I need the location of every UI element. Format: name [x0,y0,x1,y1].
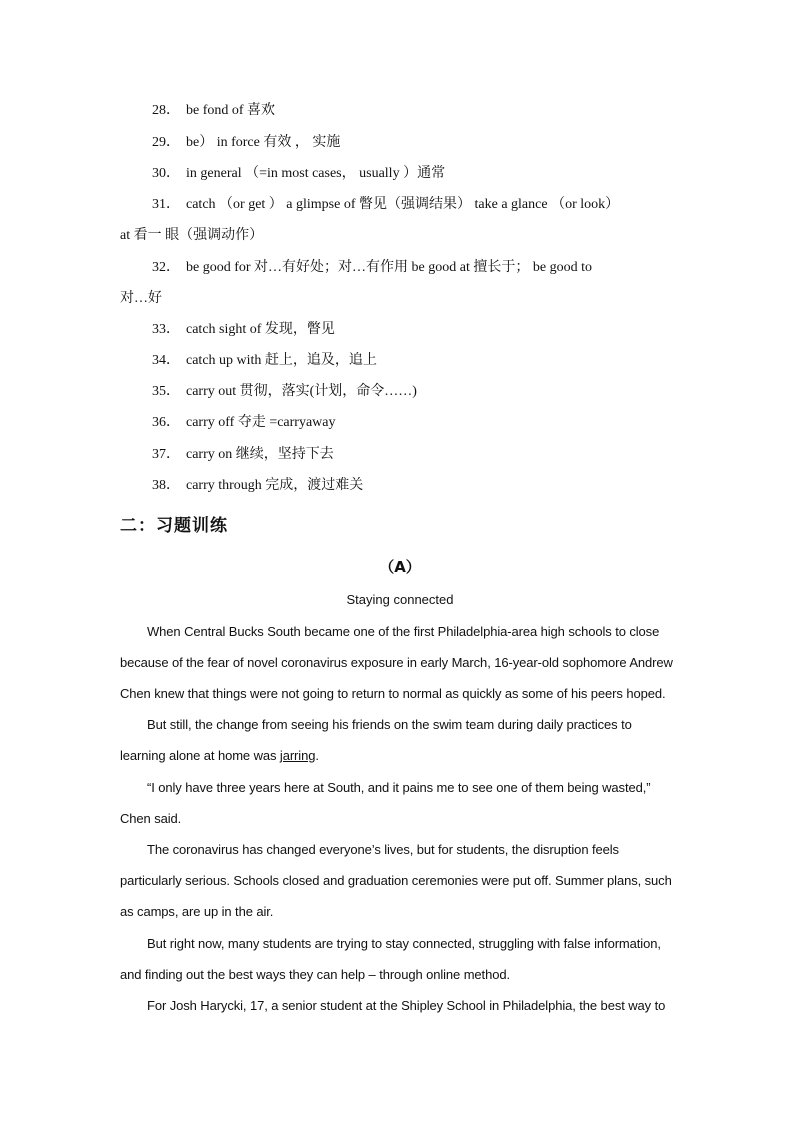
vocab-number: 32． [152,260,180,275]
vocab-text: catch （or get ） a glimpse of 瞥见（强调结果） take a glance （or look） [186,197,620,212]
paragraph-5-line: But right now, many students are trying to stay connected, struggling with false information, [147,936,661,951]
passage-label: （A） [379,558,421,576]
vocab-text: in general （=in most cases， usually ）通常 [186,166,446,181]
vocab-number: 36． [152,415,180,430]
vocab-item-38 [120,477,712,495]
paragraph-text: learning alone at home was [120,748,280,763]
vocab-text: carry through 完成，渡过难关 [186,478,364,493]
vocab-number: 37． [152,447,180,462]
paragraph-5-line: and finding out the best ways they can help – through online method. [120,967,510,982]
paragraph-4-line: particularly serious. Schools closed and graduation ceremonies were put off. Summer plans, such [120,873,672,888]
vocab-number: 28． [152,103,180,118]
vocab-item-37 [120,446,712,464]
paragraph-3-line: Chen said. [120,811,182,826]
vocab-item-32-continued: 对…好 [120,291,162,306]
paragraph-1-line: because of the fear of novel coronavirus exposure in early March, 16-year-old sophomore Andrew [120,655,673,670]
passage-title: Staying connected [346,592,454,607]
underlined-word: jarring [279,748,316,763]
vocab-number: 29． [152,135,180,150]
vocab-item-28 [120,102,712,120]
paragraph-2-line [120,747,680,765]
vocab-number: 34． [152,353,180,368]
vocab-item-33 [120,321,712,339]
vocab-number: 30． [152,166,180,181]
vocab-item-35 [120,383,712,401]
vocab-number: 38． [152,478,180,493]
vocab-item-36 [120,414,712,432]
vocab-item-34 [120,352,712,370]
paragraph-4-line: as camps, are up in the air. [120,904,274,919]
paragraph-text: . [315,748,319,763]
vocab-number: 35． [152,384,180,399]
vocab-text: carry on 继续，坚持下去 [186,447,334,462]
vocab-item-31-continued: at 看一 眼（强调动作） [120,228,264,243]
vocab-text: catch sight of 发现，瞥见 [186,322,335,337]
vocab-text: carry out 贯彻，落实(计划，命令……) [186,384,417,399]
paragraph-6-line: For Josh Harycki, 17, a senior student at the Shipley School in Philadelphia, the best way to [147,998,666,1013]
vocab-text: be fond of 喜欢 [186,103,276,118]
paragraph-2-line: But still, the change from seeing his friends on the swim team during daily practices to [147,717,632,732]
vocab-number: 33． [152,322,180,337]
vocab-text: catch up with 赶上，追及，追上 [186,353,377,368]
vocab-number: 31． [152,197,180,212]
vocab-item-29 [120,134,712,152]
vocab-text: be） in force 有效 ， 实施 [186,135,341,150]
vocab-item-32 [120,259,712,277]
section-title: 二：习题训练 [120,516,228,536]
paragraph-3-line: “I only have three years here at South, and it pains me to see one of them being wasted,” [147,780,651,795]
vocab-text: be good for 对…有好处；对…有作用 be good at 擅长于； be good to [186,260,592,275]
vocab-item-31 [120,196,712,214]
vocab-text: carry off 夺走 =carryaway [186,415,336,430]
paragraph-4-line: The coronavirus has changed everyone’s lives, but for students, the disruption feels [147,842,619,857]
paragraph-1-line: When Central Bucks South became one of the first Philadelphia-area high schools to close [147,624,660,639]
paragraph-1-line: Chen knew that things were not going to return to normal as quickly as some of his peers hoped. [120,686,666,701]
vocab-item-30 [120,165,712,183]
